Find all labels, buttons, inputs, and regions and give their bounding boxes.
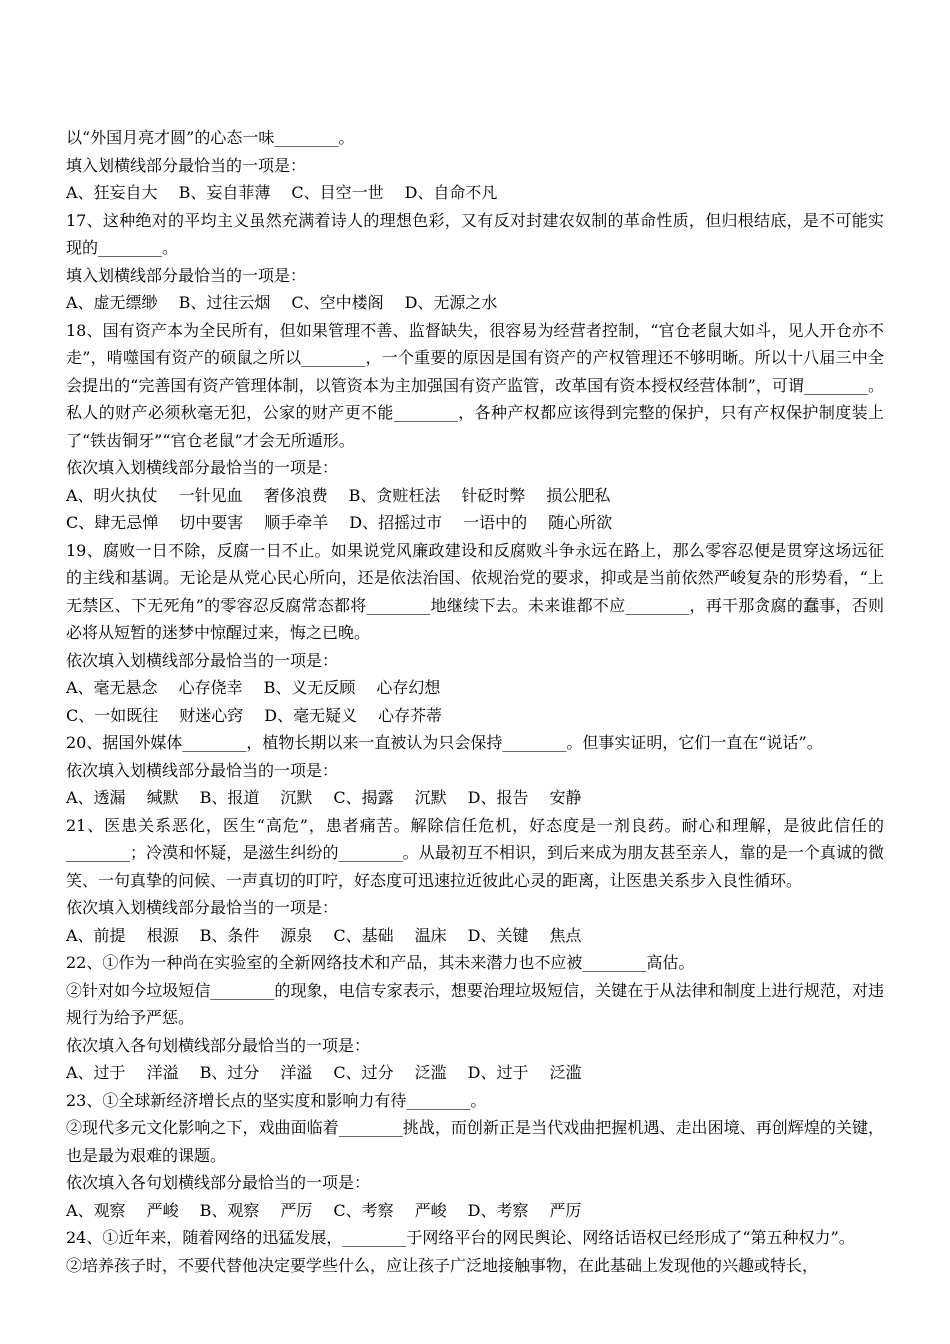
document-page (66, 124, 884, 1279)
answer-option: D、过于 (467, 1063, 529, 1082)
paragraph: 以“外国月亮才圆”的心态一味________。 (66, 128, 355, 147)
answer-option: A、前提 (66, 925, 126, 945)
answer-option: 心存芥蒂 (378, 705, 443, 725)
paragraph: 20、据国外媒体________，植物长期以来一直被认为只会保持________。但事实证明，它们一直在“说话”。 (66, 733, 823, 752)
paragraph: ②培养孩子时，不要代替他决定要学些什么，应让孩子广泛地接触事物，在此基础上发现他的兴趣或特长， (66, 1255, 819, 1275)
answer-options-row (66, 482, 884, 510)
paragraph: 依次填入划横线部分最恰当的一项是： (66, 458, 339, 477)
answer-option: D、自命不凡 (404, 183, 498, 202)
answer-option: A、明火执仗 (66, 485, 158, 505)
answer-option: B、过往云烟 (178, 293, 271, 312)
answer-option: 沉默 (280, 788, 313, 807)
paragraph: 22、①作为一种尚在实验室的全新网络技术和产品，其未来潜力也不应被________高估。 (66, 953, 695, 972)
answer-options-row (66, 179, 884, 207)
answer-option: 泛滥 (414, 1063, 447, 1082)
answer-options-row (66, 1059, 884, 1087)
answer-option: B、妄自菲薄 (178, 183, 271, 202)
paragraph: 21、医患关系恶化，医生“高危”，患者痛苦。解除信任危机，好态度是一剂良药。耐心和理解，是彼此信任的________；冷漠和怀疑，是滋生纠纷的________。从最初互不相识，到后来成为朋友甚至亲人，靠的是一个真诚的微笑、一句真挚的问候、一声真切的叮咛，好态度可迅速拉近彼此心灵的距离，让医患关系步入良性循环。 (66, 815, 884, 890)
answer-option: A、虚无缥缈 (66, 293, 158, 312)
answer-option: C、揭露 (333, 788, 394, 807)
answer-option: D、关键 (467, 925, 529, 945)
answer-option: C、肆无忌惮 (66, 513, 159, 532)
paragraph: 依次填入划横线部分最恰当的一项是： (66, 898, 339, 917)
answer-option: 温床 (414, 925, 447, 945)
answer-option: B、过分 (199, 1063, 260, 1082)
answer-option: 一语中的 (463, 513, 528, 532)
answer-options-row (66, 784, 884, 812)
answer-option: 缄默 (146, 788, 179, 807)
answer-option: C、过分 (333, 1063, 394, 1082)
answer-options-row (66, 1197, 884, 1225)
answer-option: 根源 (146, 925, 179, 945)
answer-option: 财迷心窍 (179, 705, 244, 725)
answer-option: 随心所欲 (548, 513, 613, 532)
answer-option: B、贪赃枉法 (348, 485, 441, 505)
answer-option: 切中要害 (179, 513, 244, 532)
answer-option: D、考察 (467, 1200, 529, 1220)
answer-option: B、条件 (199, 925, 260, 945)
answer-option: D、报告 (467, 788, 529, 807)
paragraph: 依次填入划横线部分最恰当的一项是： (66, 760, 339, 780)
answer-option: 严峻 (146, 1200, 179, 1220)
paragraph: 23、①全球新经济增长点的坚实度和影响力有待________。 (66, 1090, 487, 1110)
answer-options-row (66, 509, 884, 537)
answer-option: 心存侥幸 (178, 678, 243, 697)
answer-option: 洋溢 (146, 1063, 179, 1082)
answer-option: D、毫无疑义 (264, 705, 358, 725)
answer-option: D、无源之水 (404, 293, 498, 312)
answer-option: 安静 (549, 788, 582, 807)
answer-option: B、义无反顾 (263, 678, 356, 697)
paragraph: 19、腐败一日不除，反腐一日不止。如果说党风廉政建设和反腐败斗争永远在路上，那么零容忍便是贯穿这场远征的主线和基调。无论是从党心民心所向，还是依法治国、依规治党的要求，抑或是当前依然严峻复杂的形势看，“上无禁区、下无死角”的零容忍反腐常态都将________地继续下去。未来谁都不应________，再干那贪腐的蠢事，否则必将从短暂的迷梦中惊醒过来，悔之已晚。 (66, 540, 884, 642)
answer-option: C、基础 (333, 925, 394, 945)
answer-option: D、招摇过市 (349, 513, 443, 532)
answer-options-row (66, 922, 884, 950)
answer-option: 严厉 (549, 1200, 582, 1220)
answer-option: A、过于 (66, 1063, 126, 1082)
paragraph: 18、国有资产本为全民所有，但如果管理不善、监督缺失，很容易为经营者控制，“官仓老鼠大如斗，见人开仓亦不走”，啃噬国有资产的硕鼠之所以________，一个重要的原因是国有资产的产权管理还不够明晰。所以十八届三中全会提出的“完善国有资产管理体制，以管资本为主加强国有资产监管，改革国有资本授权经营体制”，可谓________。私人的财产必须秋毫无犯，公家的财产更不能________，各种产权都应该得到完整的保护，只有产权保护制度装上了“铁齿铜牙”“官仓老鼠”才会无所遁形。 (66, 320, 884, 450)
answer-option: B、观察 (199, 1200, 260, 1220)
answer-option: 严厉 (280, 1200, 313, 1220)
paragraph: 17、这种绝对的平均主义虽然充满着诗人的理想色彩，又有反对封建农奴制的革命性质，但归根结底，是不可能实现的________。 (66, 210, 884, 257)
answer-option: 洋溢 (280, 1063, 313, 1082)
answer-option: C、空中楼阁 (291, 293, 384, 312)
answer-option: 焦点 (549, 925, 582, 945)
answer-option: 泛滥 (549, 1063, 582, 1082)
answer-option: 针砭时弊 (461, 485, 526, 505)
paragraph: 24、①近年来，随着网络的迅猛发展，________于网络平台的网民舆论、网络话语权已经形成了“第五种权力”。 (66, 1228, 855, 1247)
paragraph: 依次填入各句划横线部分最恰当的一项是： (66, 1173, 371, 1192)
answer-options-row (66, 702, 884, 730)
answer-option: C、一如既往 (66, 705, 159, 725)
answer-option: A、观察 (66, 1200, 126, 1220)
answer-option: A、狂妄自大 (66, 183, 158, 202)
answer-option: 源泉 (280, 925, 313, 945)
answer-options-row (66, 674, 884, 702)
paragraph: 依次填入各句划横线部分最恰当的一项是： (66, 1035, 371, 1055)
answer-option: A、透漏 (66, 788, 126, 807)
answer-option: 损公肥私 (546, 485, 611, 505)
paragraph: 填入划横线部分最恰当的一项是： (66, 155, 307, 175)
answer-option: 一针见血 (178, 485, 243, 505)
paragraph: ②现代多元文化影响之下，戏曲面临着________挑战，而创新正是当代戏曲把握机遇、走出困境、再创辉煌的关键，也是最为艰难的课题。 (66, 1118, 884, 1165)
answer-option: 沉默 (414, 788, 447, 807)
answer-option: 顺手牵羊 (264, 513, 329, 532)
answer-option: 奢侈浪费 (263, 485, 328, 505)
paragraph: 依次填入划横线部分最恰当的一项是： (66, 650, 339, 670)
paragraph: 填入划横线部分最恰当的一项是： (66, 265, 307, 285)
answer-option: C、目空一世 (291, 183, 384, 202)
paragraph: ②针对如今垃圾短信________的现象，电信专家表示，想要治理垃圾短信，关键在于从法律和制度上进行规范，对违规行为给予严惩。 (66, 980, 884, 1027)
answer-option: 严峻 (414, 1200, 447, 1220)
answer-options-row (66, 289, 884, 317)
answer-option: A、毫无悬念 (66, 678, 158, 697)
answer-option: B、报道 (199, 788, 260, 807)
answer-option: C、考察 (333, 1200, 394, 1220)
answer-option: 心存幻想 (376, 678, 441, 697)
